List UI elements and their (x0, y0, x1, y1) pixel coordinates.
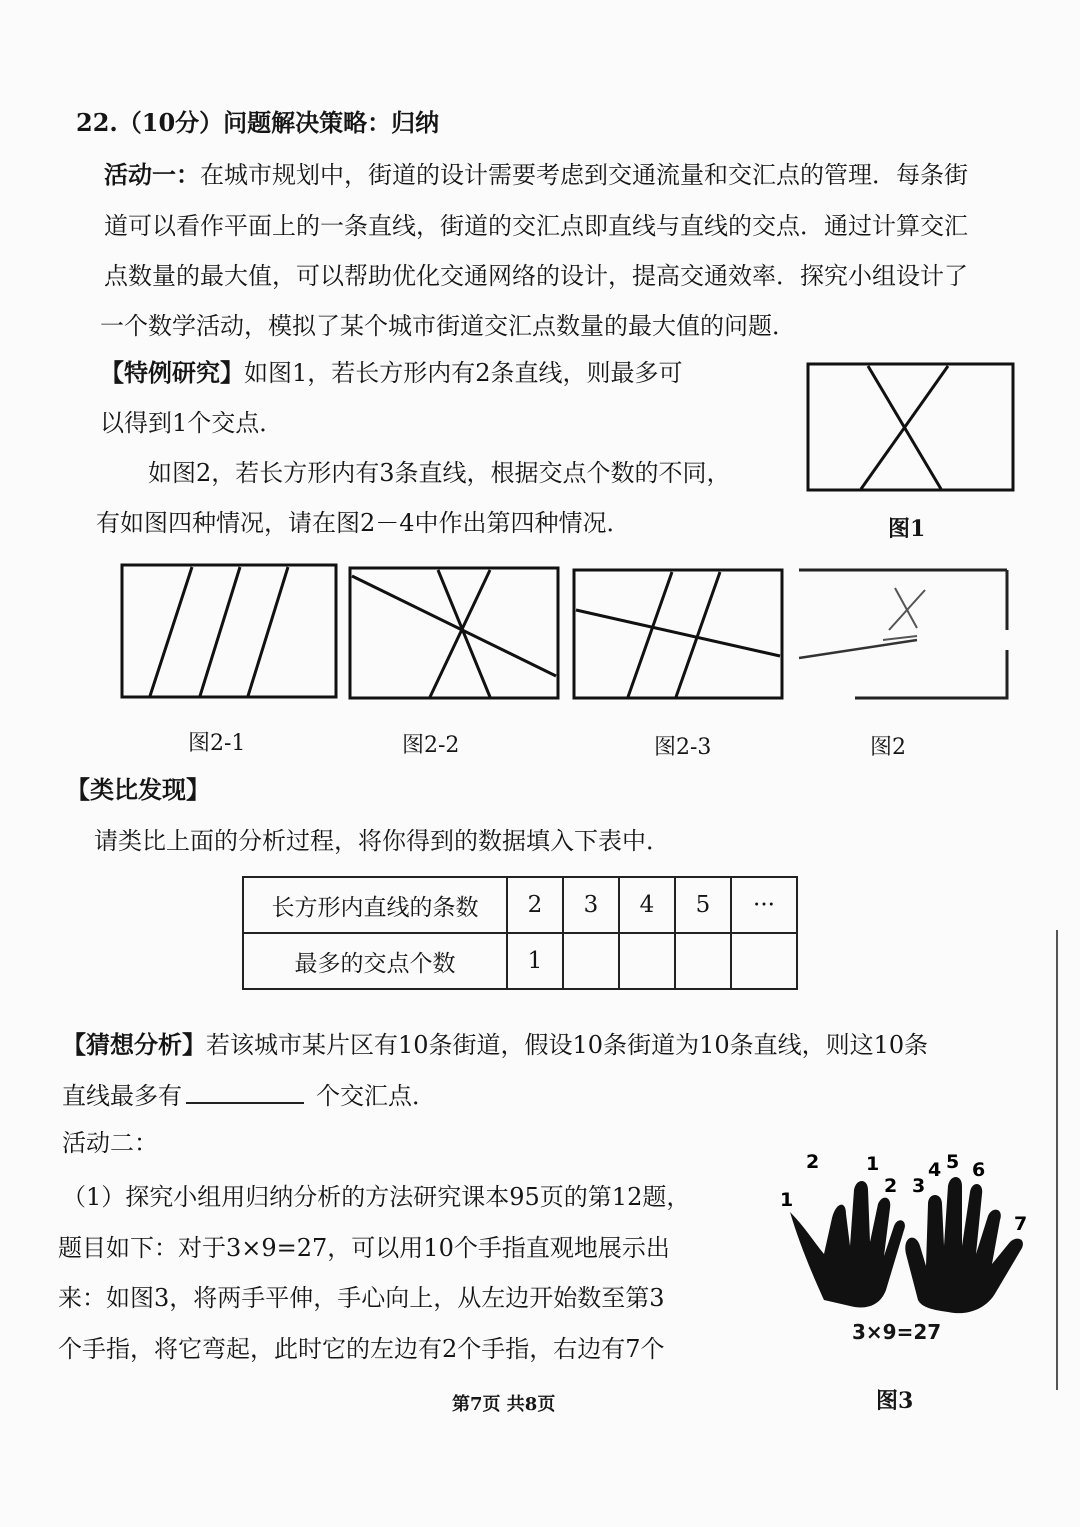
figure-1-caption: 图1 (888, 516, 926, 542)
finger-number: 7 (1014, 1213, 1028, 1235)
figure-2-4-diagram (797, 568, 1009, 700)
table-row-label: 最多的交点个数 (243, 933, 507, 989)
conjecture-heading: 【猜想分析】 (62, 1030, 206, 1059)
special-case-text-1: 如图1，若长方形内有2条直线，则最多可 (244, 359, 683, 387)
figure-3-caption: 图3 (876, 1388, 914, 1414)
figure-2-1-diagram (120, 563, 338, 699)
finger-number: 2 (884, 1175, 898, 1197)
table-answer-cell[interactable] (675, 933, 731, 989)
conjecture-text-2b: 个交汇点． (316, 1082, 436, 1110)
activity1-text-4: 一个数学活动，模拟了某个城市街道交汇点数量的最大值的问题． (100, 312, 796, 340)
finger-number: 3 (912, 1175, 926, 1197)
hands-illustration (770, 1150, 1040, 1330)
scan-edge-line (1056, 930, 1058, 1390)
analogy-instruction: 请类比上面的分析过程，将你得到的数据填入下表中． (94, 827, 670, 855)
figure-2-4-caption: 图2 (870, 735, 906, 760)
table-cell: 3 (563, 877, 619, 933)
finger-number: 1 (866, 1153, 880, 1175)
table-cell: 2 (507, 877, 563, 933)
data-table (242, 876, 798, 990)
activity2-text-2: 题目如下：对于3×9=27，可以用10个手指直观地展示出 (58, 1234, 670, 1262)
activity1-text-1: 在城市规划中，街道的设计需要考虑到交通流量和交汇点的管理．每条街 (200, 161, 968, 189)
table-row-label: 长方形内直线的条数 (243, 877, 507, 933)
conjecture-line1 (62, 1030, 928, 1060)
special-case-heading: 【特例研究】 (100, 358, 244, 387)
right-hand-icon (905, 1177, 1023, 1313)
table-cell: 5 (675, 877, 731, 933)
figure-2-1-caption: 图2-1 (188, 731, 246, 756)
finger-number: 1 (780, 1189, 794, 1211)
hands-equation: 3×9=27 (852, 1320, 942, 1344)
problem-title: 22.（10分）问题解决策略：归纳 (76, 108, 440, 137)
page-footer: 第7页 共8页 (452, 1394, 556, 1415)
figure-1-diagram (806, 362, 1016, 492)
table-cell: 1 (507, 933, 563, 989)
table-answer-cell[interactable] (731, 933, 797, 989)
figure-2-2-diagram (348, 566, 560, 700)
finger-number: 5 (946, 1151, 960, 1173)
activity1-line1 (104, 160, 968, 190)
table-row (243, 877, 797, 933)
left-hand-icon (790, 1181, 905, 1307)
answer-blank[interactable] (186, 1080, 304, 1104)
figure-2-3-caption: 图2-3 (654, 735, 712, 760)
special-case-text-4: 有如图四种情况，请在图2－4中作出第四种情况． (96, 509, 631, 537)
special-case-line1 (100, 358, 683, 388)
activity1-text-2: 道可以看作平面上的一条直线，街道的交汇点即直线与直线的交点．通过计算交汇 (104, 212, 968, 240)
special-case-text-3: 如图2，若长方形内有3条直线，根据交点个数的不同， (148, 459, 731, 487)
analogy-heading: 【类比发现】 (66, 775, 210, 804)
figure-2-3-diagram (572, 568, 784, 700)
finger-number: 6 (972, 1159, 986, 1181)
table-answer-cell[interactable] (619, 933, 675, 989)
activity2-text-3: 来：如图3，将两手平伸，手心向上，从左边开始数至第3 (58, 1284, 665, 1312)
activity2-title: 活动二： (62, 1129, 158, 1157)
table-cell: 4 (619, 877, 675, 933)
activity1-text-3: 点数量的最大值，可以帮助优化交通网络的设计，提高交通效率．探究小组设计了 (104, 262, 968, 290)
table-cell: ··· (731, 877, 797, 933)
activity1-title: 活动一： (104, 160, 200, 189)
finger-number: 4 (928, 1159, 942, 1181)
figure-2-2-caption: 图2-2 (402, 733, 460, 758)
activity2-text-4: 个手指，将它弯起，此时它的左边有2个手指，右边有7个 (58, 1335, 665, 1363)
finger-number: 2 (806, 1151, 820, 1173)
table-row (243, 933, 797, 989)
conjecture-text-1: 若该城市某片区有10条街道，假设10条街道为10条直线，则这10条 (206, 1031, 929, 1059)
special-case-text-2: 以得到1个交点． (100, 409, 284, 437)
conjecture-line2 (62, 1080, 436, 1111)
table-answer-cell[interactable] (563, 933, 619, 989)
activity2-text-1: （1）探究小组用归纳分析的方法研究课本95页的第12题， (62, 1183, 691, 1211)
conjecture-text-2a: 直线最多有 (62, 1082, 182, 1110)
